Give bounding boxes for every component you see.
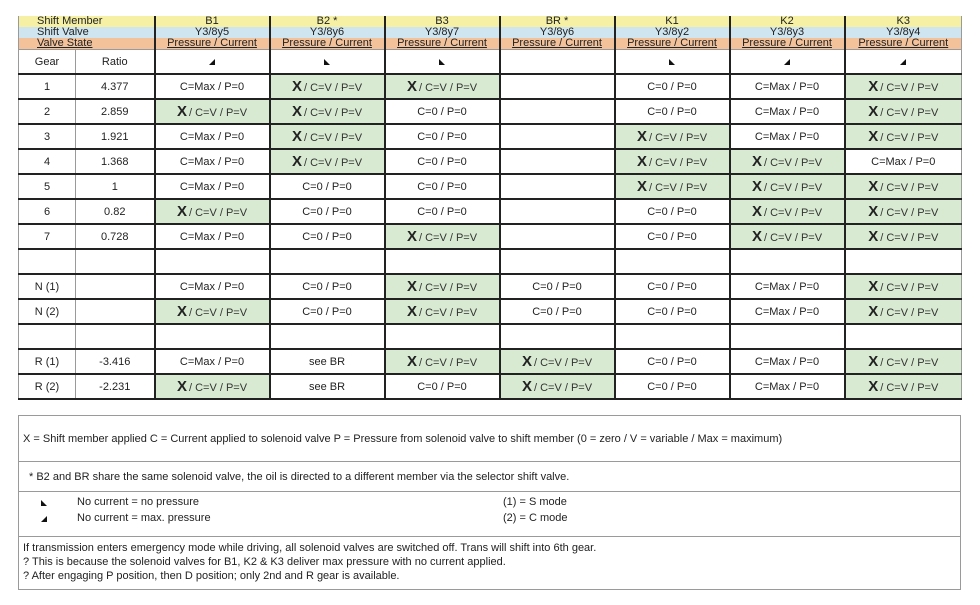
state-cell: C=0 / P=0 [615, 349, 730, 374]
state-cell [845, 349, 962, 374]
applied-mark: X [868, 203, 879, 220]
applied-suffix: / C=V / P=V [648, 157, 708, 169]
header-label-shift-valve: Shift Valve [19, 27, 155, 38]
applied-mark: X [868, 128, 879, 145]
state-cell [270, 99, 385, 124]
emergency-note [18, 537, 961, 590]
gear-column-header: Gear [19, 50, 76, 75]
applied-mark: X [291, 153, 302, 170]
applied-suffix: / C=V / P=V [418, 282, 478, 294]
state-cell [385, 224, 500, 249]
header-member-5: K2 [730, 16, 845, 27]
gear-cell: N (1) [19, 274, 76, 299]
applied-suffix: / C=V / P=V [880, 232, 939, 244]
applied-mark: X [406, 303, 417, 320]
applied-suffix: / C=V / P=V [880, 307, 939, 319]
table-row [19, 299, 962, 324]
state-cell [500, 124, 615, 149]
state-cell: C=0 / P=0 [385, 149, 500, 174]
ratio-cell [76, 324, 155, 349]
state-cell [155, 99, 270, 124]
header-row-members [19, 16, 962, 27]
state-cell [500, 199, 615, 224]
state-cell: C=Max / P=0 [730, 124, 845, 149]
applied-suffix: / C=V / P=V [188, 107, 248, 119]
gear-cell: 7 [19, 224, 76, 249]
valve-icon-cell-1 [270, 50, 385, 75]
state-cell [730, 199, 845, 224]
gear-cell: R (2) [19, 374, 76, 399]
state-cell [270, 149, 385, 174]
applied-mark: X [176, 303, 187, 320]
state-cell [500, 224, 615, 249]
emergency-line-3: ? After engaging P position, then D position; only 2nd and R gear is available. [23, 570, 400, 582]
applied-mark: X [521, 378, 532, 395]
applied-suffix: / C=V / P=V [880, 207, 939, 219]
applied-suffix: / C=V / P=V [188, 382, 248, 394]
state-cell [845, 199, 962, 224]
applied-mark: X [868, 103, 879, 120]
applied-suffix: / C=V / P=V [880, 132, 939, 144]
applied-mark: X [176, 103, 187, 120]
valve-icon-cell-2 [385, 50, 500, 75]
state-cell [385, 299, 500, 324]
ratio-cell: 1.368 [76, 149, 155, 174]
table-row [19, 74, 962, 99]
applied-mark: X [868, 228, 879, 245]
state-cell [500, 249, 615, 274]
applied-mark: X [751, 178, 762, 195]
ratio-cell [76, 274, 155, 299]
header-member-1: B2 * [270, 16, 385, 27]
state-cell [615, 249, 730, 274]
state-cell: C=Max / P=0 [730, 299, 845, 324]
state-cell [385, 274, 500, 299]
state-cell [615, 124, 730, 149]
state-cell [270, 74, 385, 99]
state-cell [500, 174, 615, 199]
applied-mark: X [868, 178, 879, 195]
table-row [19, 149, 962, 174]
emergency-line-2: ? This is because the solenoid valves for B1, K2 & K3 deliver max pressure with no current applied. [23, 556, 506, 568]
shift-table-container [18, 16, 961, 400]
header-member-4: K1 [615, 16, 730, 27]
state-cell: C=Max / P=0 [155, 124, 270, 149]
table-row [19, 374, 962, 399]
table-row [19, 324, 962, 349]
legend-box [18, 492, 961, 537]
state-cell [845, 99, 962, 124]
header-state-2: Pressure / Current [385, 38, 500, 50]
state-cell [155, 199, 270, 224]
header-state-5: Pressure / Current [730, 38, 845, 50]
state-cell [845, 274, 962, 299]
no-pressure-icon [439, 59, 445, 65]
ratio-cell: 2.859 [76, 99, 155, 124]
state-cell [500, 374, 615, 399]
applied-suffix: / C=V / P=V [880, 82, 939, 94]
applied-suffix: / C=V / P=V [880, 382, 939, 394]
applied-mark: X [406, 278, 417, 295]
state-cell [500, 74, 615, 99]
state-cell: C=0 / P=0 [500, 299, 615, 324]
gear-cell: N (2) [19, 299, 76, 324]
legend-no-pressure: No current = no pressure [77, 496, 199, 508]
no-pressure-icon [41, 497, 47, 509]
state-cell: C=0 / P=0 [615, 274, 730, 299]
applied-suffix: / C=V / P=V [648, 182, 708, 194]
state-cell: see BR [270, 374, 385, 399]
state-cell: C=Max / P=0 [155, 174, 270, 199]
state-cell [270, 324, 385, 349]
ratio-cell: 0.728 [76, 224, 155, 249]
state-cell: C=0 / P=0 [270, 199, 385, 224]
table-row [19, 124, 962, 149]
state-cell: C=0 / P=0 [385, 374, 500, 399]
applied-suffix: / C=V / P=V [418, 82, 478, 94]
applied-mark: X [291, 103, 302, 120]
state-cell [615, 174, 730, 199]
state-cell [500, 99, 615, 124]
definitions-note: X = Shift member applied C = Current applied to solenoid valve P = Pressure from solenoid valve to shift member (0 = zero / V = variable / Max = maximum) [18, 415, 961, 462]
state-cell [155, 299, 270, 324]
ratio-cell: -3.416 [76, 349, 155, 374]
table-row [19, 99, 962, 124]
applied-suffix: / C=V / P=V [648, 132, 708, 144]
max-pressure-icon [784, 59, 790, 65]
legend-max-pressure: No current = max. pressure [77, 512, 211, 524]
applied-mark: X [751, 203, 762, 220]
state-cell: C=0 / P=0 [615, 99, 730, 124]
max-pressure-icon [209, 59, 215, 65]
state-cell: C=0 / P=0 [615, 199, 730, 224]
state-cell [730, 324, 845, 349]
legend-mode-c: (2) = C mode [503, 512, 568, 524]
state-cell [385, 324, 500, 349]
state-cell: C=0 / P=0 [270, 274, 385, 299]
state-cell [155, 249, 270, 274]
applied-suffix: / C=V / P=V [880, 282, 939, 294]
applied-suffix: / C=V / P=V [763, 207, 823, 219]
valve-icon-cell-3 [500, 50, 615, 75]
state-cell [270, 249, 385, 274]
state-cell [730, 174, 845, 199]
header-state-4: Pressure / Current [615, 38, 730, 50]
state-cell [385, 349, 500, 374]
applied-mark: X [751, 153, 762, 170]
applied-suffix: / C=V / P=V [418, 307, 478, 319]
applied-suffix: / C=V / P=V [763, 182, 823, 194]
state-cell [270, 124, 385, 149]
table-row [19, 274, 962, 299]
table-row [19, 174, 962, 199]
applied-mark: X [406, 228, 417, 245]
legend-mode-s: (1) = S mode [503, 496, 567, 508]
header-member-2: B3 [385, 16, 500, 27]
applied-mark: X [868, 353, 879, 370]
state-cell [845, 224, 962, 249]
gear-cell: 5 [19, 174, 76, 199]
applied-mark: X [868, 278, 879, 295]
state-cell [500, 149, 615, 174]
ratio-cell: 0.82 [76, 199, 155, 224]
applied-mark: X [406, 353, 417, 370]
gear-cell: 2 [19, 99, 76, 124]
table-row [19, 349, 962, 374]
applied-mark: X [521, 353, 532, 370]
applied-mark: X [636, 178, 647, 195]
applied-suffix: / C=V / P=V [303, 132, 363, 144]
header-member-3: BR * [500, 16, 615, 27]
gear-cell: R (1) [19, 349, 76, 374]
applied-mark: X [176, 378, 187, 395]
ratio-cell: 1.921 [76, 124, 155, 149]
state-cell: C=0 / P=0 [270, 299, 385, 324]
ratio-cell: 4.377 [76, 74, 155, 99]
ratio-cell [76, 299, 155, 324]
no-pressure-icon [669, 59, 675, 65]
state-cell: C=Max / P=0 [730, 74, 845, 99]
state-cell: C=0 / P=0 [615, 374, 730, 399]
state-cell [845, 299, 962, 324]
state-cell: C=0 / P=0 [615, 224, 730, 249]
header-row-states [19, 38, 962, 50]
applied-suffix: / C=V / P=V [188, 207, 248, 219]
state-cell [500, 324, 615, 349]
state-cell: C=0 / P=0 [270, 224, 385, 249]
state-cell [500, 349, 615, 374]
state-cell [845, 124, 962, 149]
table-row [19, 249, 962, 274]
header-member-0: B1 [155, 16, 270, 27]
applied-mark: X [291, 128, 302, 145]
header-valve-0: Y3/8y5 [155, 27, 270, 38]
applied-suffix: / C=V / P=V [880, 357, 939, 369]
header-row-valves [19, 27, 962, 38]
applied-mark: X [176, 203, 187, 220]
header-valve-6: Y3/8y4 [845, 27, 962, 38]
header-valve-1: Y3/8y6 [270, 27, 385, 38]
header-state-1: Pressure / Current [270, 38, 385, 50]
valve-icon-cell-6 [845, 50, 962, 75]
state-cell: C=Max / P=0 [155, 149, 270, 174]
state-cell: C=Max / P=0 [730, 349, 845, 374]
applied-mark: X [868, 378, 879, 395]
gear-cell: 6 [19, 199, 76, 224]
emergency-line-1: If transmission enters emergency mode while driving, all solenoid valves are switched off. Trans will shift into 6th gear. [23, 542, 597, 554]
shared-valve-note: * B2 and BR share the same solenoid valve, the oil is directed to a different member via the selector shift valve. [18, 462, 961, 492]
state-cell [730, 149, 845, 174]
applied-mark: X [636, 153, 647, 170]
state-cell [845, 174, 962, 199]
table-row [19, 224, 962, 249]
state-cell [730, 224, 845, 249]
max-pressure-icon [41, 513, 47, 525]
state-cell [730, 249, 845, 274]
state-cell [845, 249, 962, 274]
state-cell: C=Max / P=0 [730, 374, 845, 399]
state-cell: C=0 / P=0 [615, 74, 730, 99]
state-cell [385, 74, 500, 99]
applied-mark: X [636, 128, 647, 145]
applied-suffix: / C=V / P=V [303, 157, 363, 169]
header-label-shift-member: Shift Member [19, 16, 155, 27]
header-state-0: Pressure / Current [155, 38, 270, 50]
applied-mark: X [868, 303, 879, 320]
state-cell [385, 249, 500, 274]
state-cell: C=Max / P=0 [845, 149, 962, 174]
gear-cell: 4 [19, 149, 76, 174]
applied-suffix: / C=V / P=V [188, 307, 248, 319]
ratio-column-header: Ratio [76, 50, 155, 75]
header-state-6: Pressure / Current [845, 38, 962, 50]
state-cell: C=0 / P=0 [500, 274, 615, 299]
state-cell [615, 149, 730, 174]
header-member-6: K3 [845, 16, 962, 27]
header-valve-4: Y3/8y2 [615, 27, 730, 38]
state-cell [845, 74, 962, 99]
no-pressure-icon [324, 59, 330, 65]
state-cell [615, 324, 730, 349]
state-cell: C=0 / P=0 [385, 124, 500, 149]
state-cell: C=0 / P=0 [385, 199, 500, 224]
gear-cell [19, 249, 76, 274]
applied-mark: X [868, 78, 879, 95]
gear-cell [19, 324, 76, 349]
valve-icon-cell-4 [615, 50, 730, 75]
state-cell: C=Max / P=0 [730, 274, 845, 299]
state-cell [845, 324, 962, 349]
applied-suffix: / C=V / P=V [533, 382, 593, 394]
state-cell: C=0 / P=0 [615, 299, 730, 324]
state-cell: C=Max / P=0 [155, 274, 270, 299]
max-pressure-icon [900, 59, 906, 65]
applied-suffix: / C=V / P=V [880, 107, 939, 119]
state-cell [155, 374, 270, 399]
gear-cell: 3 [19, 124, 76, 149]
header-label-valve-state: Valve State [19, 38, 155, 50]
applied-mark: X [751, 228, 762, 245]
table-row [19, 199, 962, 224]
state-cell: C=Max / P=0 [155, 74, 270, 99]
state-cell [845, 374, 962, 399]
ratio-cell [76, 249, 155, 274]
applied-suffix: / C=V / P=V [763, 232, 823, 244]
applied-suffix: / C=V / P=V [880, 182, 939, 194]
state-cell: C=Max / P=0 [155, 349, 270, 374]
state-cell: C=Max / P=0 [730, 99, 845, 124]
state-cell: C=0 / P=0 [270, 174, 385, 199]
applied-mark: X [291, 78, 302, 95]
applied-suffix: / C=V / P=V [533, 357, 593, 369]
header-valve-3: Y3/8y6 [500, 27, 615, 38]
applied-suffix: / C=V / P=V [763, 157, 823, 169]
state-cell: C=0 / P=0 [385, 174, 500, 199]
applied-suffix: / C=V / P=V [303, 107, 363, 119]
state-cell: see BR [270, 349, 385, 374]
applied-suffix: / C=V / P=V [418, 232, 478, 244]
valve-icon-cell-5 [730, 50, 845, 75]
applied-mark: X [406, 78, 417, 95]
ratio-cell: 1 [76, 174, 155, 199]
header-valve-5: Y3/8y3 [730, 27, 845, 38]
gear-cell: 1 [19, 74, 76, 99]
header-valve-2: Y3/8y7 [385, 27, 500, 38]
ratio-cell: -2.231 [76, 374, 155, 399]
state-cell: C=0 / P=0 [385, 99, 500, 124]
state-cell [155, 324, 270, 349]
state-cell: C=Max / P=0 [155, 224, 270, 249]
shift-table [18, 16, 962, 400]
header-state-3: Pressure / Current [500, 38, 615, 50]
applied-suffix: / C=V / P=V [418, 357, 478, 369]
valve-icon-cell-0 [155, 50, 270, 75]
applied-suffix: / C=V / P=V [303, 82, 363, 94]
column-header-row [19, 50, 962, 75]
